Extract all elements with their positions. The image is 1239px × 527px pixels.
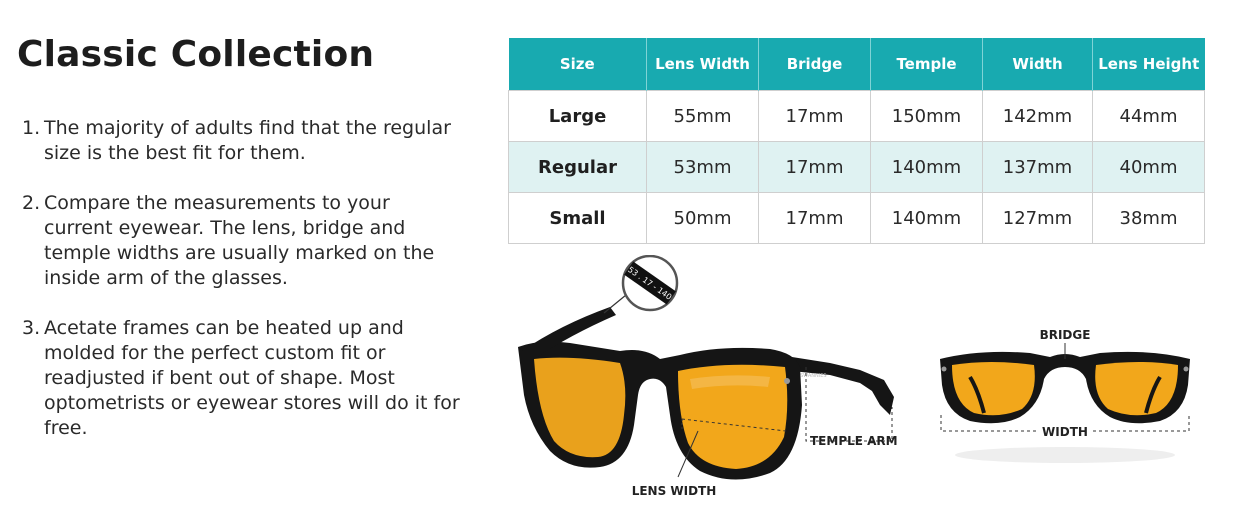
table-cell: 142mm xyxy=(983,91,1093,142)
page-title: Classic Collection xyxy=(17,34,375,75)
bridge-label: BRIDGE xyxy=(1039,328,1091,342)
table-cell: 38mm xyxy=(1093,193,1205,244)
table-cell: 150mm xyxy=(871,91,983,142)
tip-number: 2. xyxy=(22,192,41,214)
column-header-width: Width xyxy=(983,38,1093,91)
arm-marking-magnifier xyxy=(604,256,677,313)
fit-tips-list xyxy=(22,116,462,466)
table-row xyxy=(509,91,1205,142)
front-view-glasses-illustration xyxy=(940,352,1190,463)
table-row xyxy=(509,142,1205,193)
angled-glasses-illustration xyxy=(518,307,894,480)
column-header-size: Size xyxy=(509,38,647,91)
fit-tip xyxy=(22,316,462,441)
tip-text: Compare the measurements to your current eyewear. The lens, bridge and temple widths are usually marked on the inside arm of the glasses. xyxy=(44,192,435,289)
table-cell: 140mm xyxy=(871,193,983,244)
lens-width-label: LENS WIDTH xyxy=(631,484,717,498)
column-header-bridge: Bridge xyxy=(759,38,871,91)
table-header-row xyxy=(509,38,1205,91)
arm-marking-text: 53 . 17 - 140 xyxy=(626,265,674,302)
tip-text: Acetate frames can be heated up and molded for the perfect custom fit or readjusted if bent out of shape. Most optometrists or eyewear stores will do it for free. xyxy=(44,317,460,439)
table-cell: 17mm xyxy=(759,142,871,193)
column-header-lens-height: Lens Height xyxy=(1093,38,1205,91)
tip-number: 3. xyxy=(22,317,41,339)
tip-text: The majority of adults find that the regular size is the best fit for them. xyxy=(44,117,451,164)
table-cell: 127mm xyxy=(983,193,1093,244)
row-size-label: Regular xyxy=(509,142,647,193)
fit-tip xyxy=(22,116,462,166)
table-cell: 17mm xyxy=(759,91,871,142)
table-row xyxy=(509,193,1205,244)
brand-mark: SWANNIES xyxy=(800,373,827,379)
table-cell: 140mm xyxy=(871,142,983,193)
fit-tip xyxy=(22,191,462,291)
row-size-label: Large xyxy=(509,91,647,142)
table-cell: 17mm xyxy=(759,193,871,244)
row-size-label: Small xyxy=(509,193,647,244)
temple-arm-label: TEMPLE ARM xyxy=(810,434,898,448)
size-chart-table xyxy=(508,38,1205,244)
table-cell: 40mm xyxy=(1093,142,1205,193)
table-cell: 53mm xyxy=(647,142,759,193)
table-cell: 50mm xyxy=(647,193,759,244)
table-cell: 55mm xyxy=(647,91,759,142)
table-cell: 137mm xyxy=(983,142,1093,193)
table-cell: 44mm xyxy=(1093,91,1205,142)
column-header-temple: Temple xyxy=(871,38,983,91)
tip-number: 1. xyxy=(22,117,41,139)
width-label: WIDTH xyxy=(1042,425,1088,439)
column-header-lens-width: Lens Width xyxy=(647,38,759,91)
glasses-measurement-diagram xyxy=(500,255,1235,527)
